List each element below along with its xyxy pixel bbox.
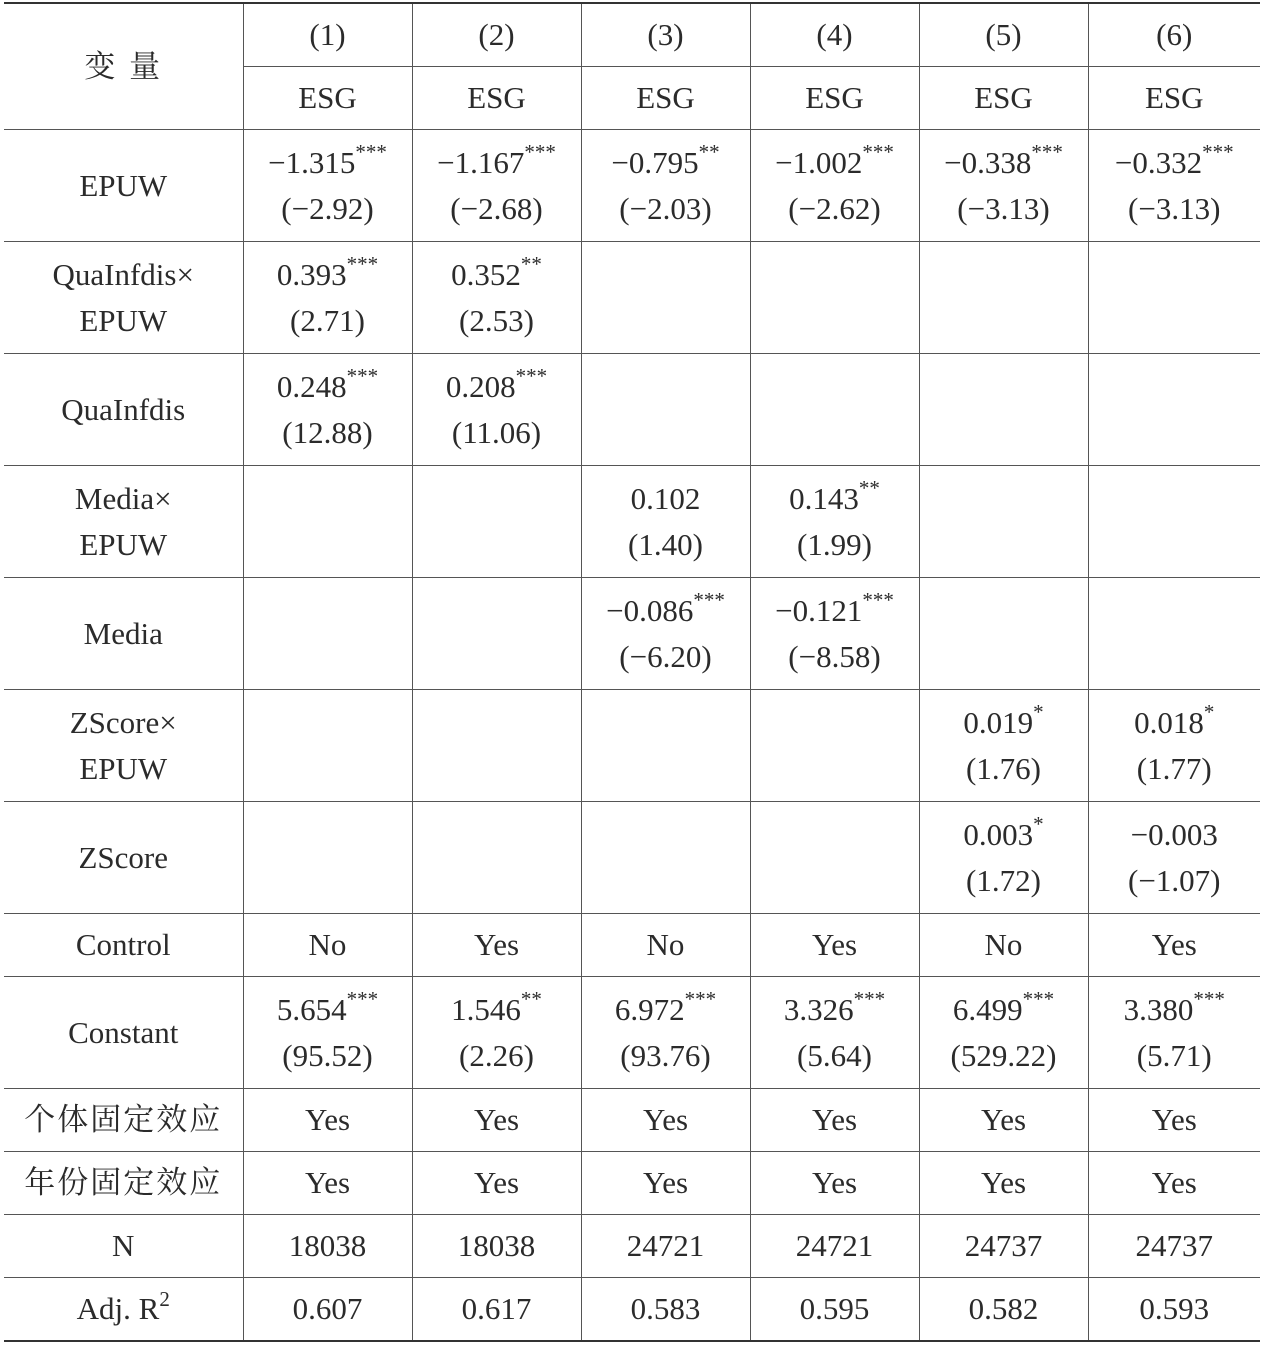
coefficient-line <box>413 987 581 1033</box>
year-fe-row-value: Yes <box>581 1152 750 1215</box>
observations-row-label: N <box>4 1215 243 1278</box>
coefficient-value: 0.248 <box>276 368 347 404</box>
t-statistic: (−2.03) <box>619 190 712 226</box>
variable-row <box>4 130 1260 242</box>
coefficient-cell <box>1088 578 1260 690</box>
coefficient-cell <box>581 802 750 914</box>
t-statistic: (−2.92) <box>281 190 374 226</box>
adj-r2-value: 0.595 <box>750 1278 919 1342</box>
significance-stars: *** <box>1031 140 1063 165</box>
coefficient-line <box>1089 812 1261 858</box>
individual-fe-row-value: Yes <box>581 1089 750 1152</box>
coefficient-cell <box>412 802 581 914</box>
coefficient-value: 0.018 <box>1134 704 1204 740</box>
coefficient-cell <box>1088 977 1260 1089</box>
coefficient-value: −1.167 <box>437 144 525 180</box>
observations-row <box>4 1215 1260 1278</box>
coefficient-cell <box>750 130 919 242</box>
adj-r2-label <box>4 1278 243 1342</box>
coefficient-line <box>582 476 750 522</box>
t-statistic: (2.71) <box>290 302 365 338</box>
variable-label <box>4 802 243 914</box>
coefficient-line <box>920 987 1088 1033</box>
coefficient-cell <box>412 578 581 690</box>
coefficient-line <box>582 987 750 1033</box>
significance-stars: ** <box>520 252 542 277</box>
variable-label-line: EPUW <box>79 167 168 203</box>
variable-row <box>4 466 1260 578</box>
regression-table <box>4 2 1260 1342</box>
significance-stars: *** <box>524 140 556 165</box>
t-statistic: (95.52) <box>282 1037 373 1073</box>
t-statistic: (1.99) <box>797 526 872 562</box>
variable-label-line: Media× <box>74 480 172 516</box>
control-row <box>4 914 1260 977</box>
coefficient-cell <box>243 242 412 354</box>
significance-stars: ** <box>698 140 720 165</box>
observations-row-value: 18038 <box>243 1215 412 1278</box>
coefficient-line <box>920 140 1088 186</box>
year-fe-row <box>4 1152 1260 1215</box>
individual-fe-row-value: Yes <box>243 1089 412 1152</box>
coefficient-value: 0.143 <box>789 480 859 516</box>
variable-label-line: EPUW <box>79 750 168 786</box>
t-statistic: (529.22) <box>950 1037 1057 1073</box>
variable-header: 变 量 <box>4 3 243 130</box>
t-statistic: (1.40) <box>628 526 703 562</box>
coefficient-cell <box>581 242 750 354</box>
coefficient-cell <box>581 977 750 1089</box>
coefficient-cell <box>1088 354 1260 466</box>
t-statistic: (12.88) <box>282 414 373 450</box>
coefficient-cell <box>1088 466 1260 578</box>
adj-r2-value: 0.583 <box>581 1278 750 1342</box>
coefficient-cell <box>750 578 919 690</box>
control-row-value: No <box>243 914 412 977</box>
dependent-variable: ESG <box>412 67 581 130</box>
coefficient-line <box>244 364 412 410</box>
coefficient-value: −1.315 <box>268 144 356 180</box>
coefficient-value: 6.499 <box>952 991 1023 1027</box>
significance-stars: *** <box>862 588 894 613</box>
control-row-value: Yes <box>412 914 581 977</box>
dependent-variable: ESG <box>581 67 750 130</box>
control-row-label: Control <box>4 914 243 977</box>
variable-label <box>4 242 243 354</box>
dependent-variable: ESG <box>919 67 1088 130</box>
coefficient-line <box>751 476 919 522</box>
control-row-value: No <box>919 914 1088 977</box>
significance-stars: *** <box>1202 140 1234 165</box>
coefficient-value: −0.332 <box>1114 144 1203 180</box>
variable-label-line: QuaInfdis× <box>52 256 194 292</box>
coefficient-cell <box>750 466 919 578</box>
variable-label-line: EPUW <box>79 302 168 338</box>
observations-row-value: 24721 <box>750 1215 919 1278</box>
individual-fe-row-label: 个体固定效应 <box>4 1089 243 1152</box>
coefficient-cell <box>919 130 1088 242</box>
coefficient-cell <box>919 690 1088 802</box>
control-row-value: Yes <box>1088 914 1260 977</box>
coefficient-value: −0.003 <box>1130 816 1218 852</box>
significance-stars: *** <box>853 987 886 1012</box>
coefficient-line <box>244 987 412 1033</box>
coefficient-value: −0.121 <box>775 592 863 628</box>
coefficient-cell <box>919 354 1088 466</box>
coefficient-cell <box>1088 242 1260 354</box>
coefficient-cell <box>412 354 581 466</box>
t-statistic: (−8.58) <box>788 638 881 674</box>
column-number: (1) <box>243 3 412 67</box>
year-fe-row-label: 年份固定效应 <box>4 1152 243 1215</box>
t-statistic: (11.06) <box>451 414 542 450</box>
coefficient-line <box>1089 987 1261 1033</box>
adj-r2-row <box>4 1278 1260 1342</box>
coefficient-cell <box>412 130 581 242</box>
t-statistic: (−6.20) <box>619 638 712 674</box>
observations-row-value: 24737 <box>919 1215 1088 1278</box>
significance-stars: *** <box>693 588 725 613</box>
variable-label-line: Media <box>83 615 163 651</box>
coefficient-cell <box>750 977 919 1089</box>
t-statistic: (1.76) <box>966 750 1041 786</box>
column-number: (3) <box>581 3 750 67</box>
header-row-numbers <box>4 3 1260 67</box>
variable-label-line: ZScore <box>78 839 169 875</box>
coefficient-cell <box>1088 802 1260 914</box>
coefficient-value: 0.208 <box>445 368 516 404</box>
column-number: (5) <box>919 3 1088 67</box>
adj-r2-value: 0.607 <box>243 1278 412 1342</box>
significance-stars: *** <box>684 987 717 1012</box>
control-row-value: Yes <box>750 914 919 977</box>
observations-row-value: 24721 <box>581 1215 750 1278</box>
significance-stars: * <box>1203 700 1215 725</box>
adj-r2-value: 0.582 <box>919 1278 1088 1342</box>
coefficient-line <box>751 588 919 634</box>
variable-label <box>4 690 243 802</box>
variable-label-line: ZScore× <box>69 704 177 740</box>
coefficient-cell <box>750 802 919 914</box>
t-statistic: (93.76) <box>620 1037 711 1073</box>
column-number: (4) <box>750 3 919 67</box>
variable-row <box>4 242 1260 354</box>
year-fe-row-value: Yes <box>919 1152 1088 1215</box>
variable-row <box>4 354 1260 466</box>
coefficient-value: 3.326 <box>783 991 854 1027</box>
coefficient-line <box>751 987 919 1033</box>
coefficient-cell <box>919 242 1088 354</box>
table-body <box>4 3 1260 1341</box>
dependent-variable: ESG <box>750 67 919 130</box>
variable-label <box>4 354 243 466</box>
coefficient-value: 6.972 <box>614 991 685 1027</box>
t-statistic: (−3.13) <box>957 190 1050 226</box>
coefficient-value: −0.795 <box>611 144 699 180</box>
coefficient-cell <box>750 242 919 354</box>
coefficient-line <box>1089 140 1261 186</box>
coefficient-cell <box>919 977 1088 1089</box>
coefficient-value: 0.019 <box>963 704 1034 740</box>
coefficient-line <box>582 140 750 186</box>
coefficient-line <box>920 700 1088 746</box>
coefficient-cell <box>581 466 750 578</box>
coefficient-value: 0.393 <box>276 256 347 292</box>
coefficient-line <box>920 812 1088 858</box>
constant-row <box>4 977 1260 1089</box>
coefficient-line <box>1089 700 1261 746</box>
significance-stars: ** <box>520 987 542 1012</box>
t-statistic: (−3.13) <box>1128 190 1221 226</box>
coefficient-cell <box>919 578 1088 690</box>
column-number: (2) <box>412 3 581 67</box>
observations-row-value: 24737 <box>1088 1215 1260 1278</box>
individual-fe-row-value: Yes <box>1088 1089 1260 1152</box>
coefficient-line <box>413 252 581 298</box>
observations-row-value: 18038 <box>412 1215 581 1278</box>
variable-label-line: EPUW <box>79 526 168 562</box>
significance-stars: *** <box>346 252 379 277</box>
coefficient-cell <box>581 130 750 242</box>
coefficient-value: −1.002 <box>775 144 863 180</box>
significance-stars: ** <box>858 476 880 501</box>
coefficient-cell <box>750 690 919 802</box>
dependent-variable: ESG <box>1088 67 1260 130</box>
coefficient-line <box>582 588 750 634</box>
coefficient-cell <box>750 354 919 466</box>
coefficient-value: −0.338 <box>944 144 1032 180</box>
significance-stars: *** <box>1022 987 1055 1012</box>
significance-stars: *** <box>1193 987 1225 1012</box>
significance-stars: * <box>1033 700 1044 725</box>
adj-r2-value: 0.617 <box>412 1278 581 1342</box>
coefficient-cell <box>412 242 581 354</box>
variable-label <box>4 130 243 242</box>
dependent-variable: ESG <box>243 67 412 130</box>
t-statistic: (2.53) <box>459 302 534 338</box>
coefficient-cell <box>581 690 750 802</box>
variable-label-line: QuaInfdis <box>61 391 186 427</box>
individual-fe-row <box>4 1089 1260 1152</box>
year-fe-row-value: Yes <box>1088 1152 1260 1215</box>
t-statistic: (5.71) <box>1136 1037 1212 1073</box>
coefficient-cell <box>412 466 581 578</box>
adj-r2-label-text: Adj. R <box>76 1291 160 1326</box>
variable-row <box>4 690 1260 802</box>
significance-stars: *** <box>515 364 548 389</box>
t-statistic: (2.26) <box>459 1037 534 1073</box>
coefficient-value: 0.003 <box>963 816 1034 852</box>
t-statistic: (−1.07) <box>1128 862 1221 898</box>
t-statistic: (1.77) <box>1136 750 1212 786</box>
coefficient-cell <box>1088 690 1260 802</box>
coefficient-value: 3.380 <box>1123 991 1194 1027</box>
significance-stars: *** <box>862 140 894 165</box>
t-statistic: (5.64) <box>797 1037 872 1073</box>
t-statistic: (−2.62) <box>788 190 881 226</box>
significance-stars: *** <box>355 140 387 165</box>
control-row-value: No <box>581 914 750 977</box>
variable-label <box>4 466 243 578</box>
coefficient-cell <box>243 466 412 578</box>
coefficient-line <box>244 252 412 298</box>
individual-fe-row-value: Yes <box>750 1089 919 1152</box>
coefficient-cell <box>243 802 412 914</box>
coefficient-value: 5.654 <box>276 991 347 1027</box>
individual-fe-row-value: Yes <box>919 1089 1088 1152</box>
year-fe-row-value: Yes <box>750 1152 919 1215</box>
coefficient-cell <box>581 354 750 466</box>
significance-stars: *** <box>346 364 379 389</box>
coefficient-line <box>751 140 919 186</box>
year-fe-row-value: Yes <box>412 1152 581 1215</box>
significance-stars: * <box>1033 812 1044 837</box>
t-statistic: (1.72) <box>966 862 1041 898</box>
adj-r2-superscript: 2 <box>159 1286 170 1311</box>
coefficient-value: 0.352 <box>451 256 521 292</box>
coefficient-cell <box>1088 130 1260 242</box>
variable-row <box>4 802 1260 914</box>
individual-fe-row-value: Yes <box>412 1089 581 1152</box>
coefficient-cell <box>412 977 581 1089</box>
coefficient-value: −0.086 <box>606 592 694 628</box>
coefficient-cell <box>243 690 412 802</box>
coefficient-value: 0.102 <box>630 480 701 516</box>
coefficient-cell <box>919 802 1088 914</box>
adj-r2-value: 0.593 <box>1088 1278 1260 1342</box>
variable-label <box>4 578 243 690</box>
coefficient-cell <box>243 130 412 242</box>
coefficient-cell <box>243 354 412 466</box>
t-statistic: (−2.68) <box>450 190 543 226</box>
constant-label: Constant <box>4 977 243 1089</box>
coefficient-cell <box>243 578 412 690</box>
coefficient-line <box>413 364 581 410</box>
coefficient-line <box>413 140 581 186</box>
year-fe-row-value: Yes <box>243 1152 412 1215</box>
variable-row <box>4 578 1260 690</box>
coefficient-line <box>244 140 412 186</box>
significance-stars: *** <box>346 987 379 1012</box>
coefficient-cell <box>412 690 581 802</box>
coefficient-cell <box>581 578 750 690</box>
column-number: (6) <box>1088 3 1260 67</box>
coefficient-cell <box>919 466 1088 578</box>
coefficient-cell <box>243 977 412 1089</box>
coefficient-value: 1.546 <box>451 991 521 1027</box>
